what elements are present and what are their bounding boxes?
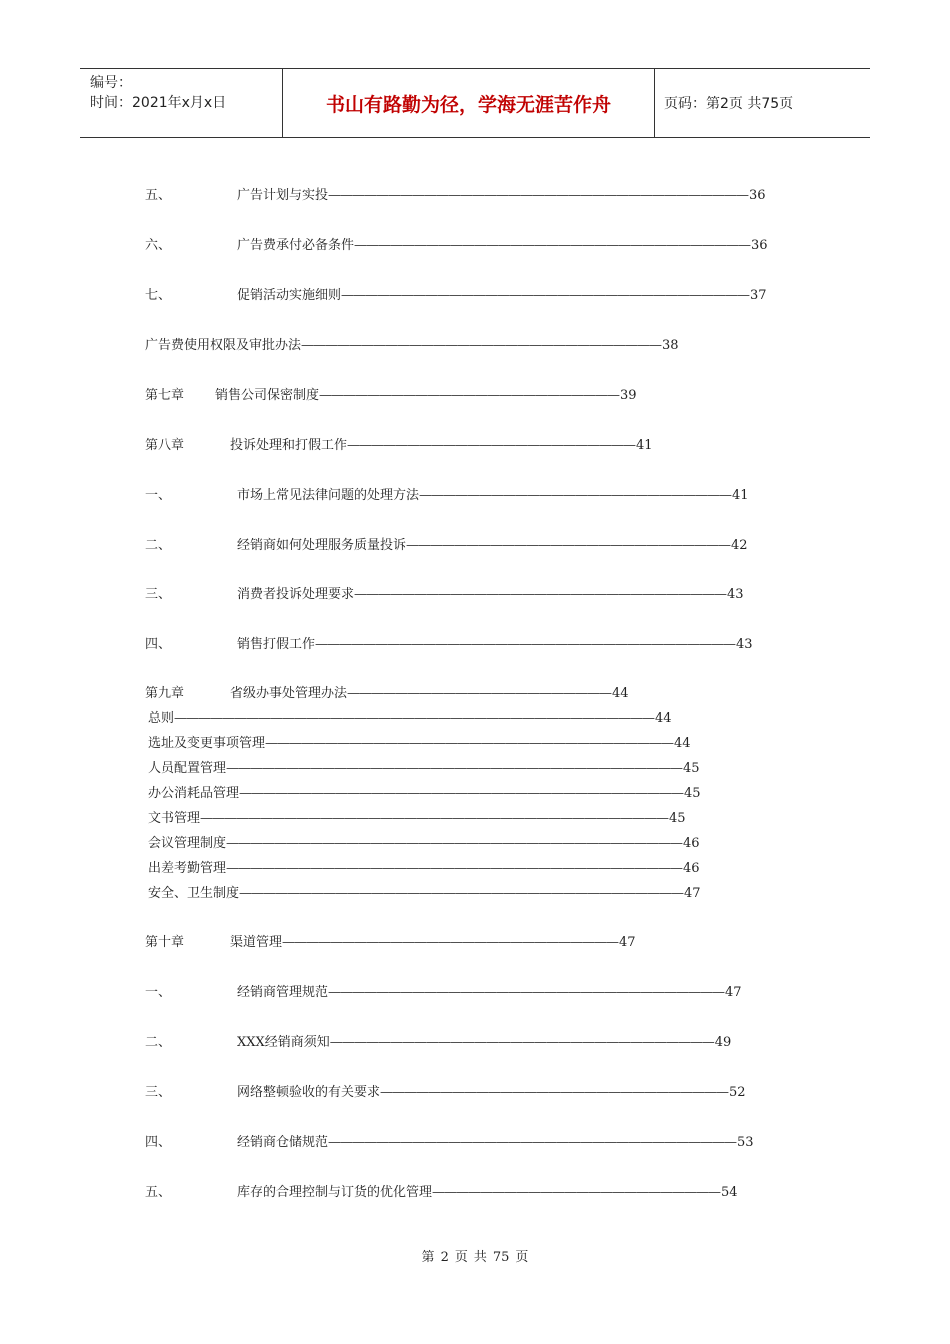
toc-entry-page: 39 xyxy=(620,388,637,403)
toc-entry-page: 46 xyxy=(683,861,700,876)
toc-entry-page: 44 xyxy=(674,736,691,751)
toc-entry-body xyxy=(148,859,700,879)
leader-dashes: —————————————————————————————————— xyxy=(265,736,674,751)
toc-entry-body xyxy=(230,436,653,456)
toc-entry-number: 三、 xyxy=(145,1085,172,1100)
toc-entry-page: 53 xyxy=(737,1135,754,1150)
toc-entry-title: 销售打假工作 xyxy=(237,637,316,652)
toc-entry-title: 选址及变更事项管理 xyxy=(148,736,266,751)
toc-entry-number: 三、 xyxy=(145,587,172,602)
toc-entry-page: 46 xyxy=(683,836,700,851)
toc-entry-page: 45 xyxy=(684,786,701,801)
leader-dashes: ————————————————————————————————— xyxy=(328,985,725,1000)
page-info: 页码：第2页 共75页 xyxy=(664,96,794,112)
toc-entry-body xyxy=(148,709,672,729)
toc-entry-page: 41 xyxy=(636,438,653,453)
toc-entry-number: 六、 xyxy=(145,238,172,253)
toc-entry-number: 第十章 xyxy=(145,935,185,950)
leader-dashes: ———————————————————————————————— xyxy=(329,1035,714,1050)
toc-entry-page: 47 xyxy=(619,935,636,950)
leader-dashes: —————————————————————————————————————— xyxy=(226,861,683,876)
toc-entry-title: 经销商如何处理服务质量投诉 xyxy=(237,538,407,553)
leader-dashes: —————————————————————————— xyxy=(419,488,732,503)
leader-dashes: ——————————————————————————————— xyxy=(354,587,727,602)
toc-entry-body xyxy=(230,933,636,953)
toc-entry-body xyxy=(148,884,701,904)
toc-entry-number: 四、 xyxy=(145,1135,172,1150)
toc-entry-title: 广告计划与实投 xyxy=(237,188,329,203)
toc-entry-number: 五、 xyxy=(145,188,172,203)
toc-entry-body xyxy=(148,834,700,854)
toc-entry-title: 库存的合理控制与订货的优化管理 xyxy=(237,1185,433,1200)
toc-entry-title: 文书管理 xyxy=(148,811,201,826)
toc-entry-body xyxy=(237,1083,746,1103)
toc-entry-title: 市场上常见法律问题的处理方法 xyxy=(237,488,420,503)
leader-dashes: ———————————————————————————————————————— xyxy=(174,711,655,726)
toc-entry-body xyxy=(237,585,744,605)
leader-dashes: —————————————————————————————————— xyxy=(341,288,750,303)
toc-entry-body xyxy=(148,759,700,779)
leader-dashes: ————————————————————————————————————— xyxy=(239,786,684,801)
toc-entry-title: 办公消耗品管理 xyxy=(148,786,240,801)
leader-dashes: —————————————————————— xyxy=(347,686,612,701)
footer-ye: 页 xyxy=(454,1250,468,1265)
leader-dashes: ————————————————————————— xyxy=(319,388,620,403)
leader-dashes: —————————————————————————————————————— xyxy=(226,761,683,776)
toc-entry-title: 出差考勤管理 xyxy=(148,861,227,876)
leader-dashes: —————————————————————————————————— xyxy=(328,1135,737,1150)
leader-dashes: ———————————————————————————— xyxy=(282,935,619,950)
leader-dashes: —————————————————————————————— xyxy=(301,338,662,353)
toc-entry-number: 第七章 xyxy=(145,388,185,403)
toc-entry-title: 渠道管理 xyxy=(230,935,283,950)
toc-entry-body xyxy=(215,386,637,406)
footer-page-number: 2 xyxy=(440,1250,449,1265)
leader-dashes: ————————————————————————————— xyxy=(380,1085,729,1100)
toc-entry-title: 投诉处理和打假工作 xyxy=(230,438,348,453)
footer-total: 75 xyxy=(492,1250,510,1265)
leader-dashes: ——————————————————————————————————— xyxy=(315,637,736,652)
toc-entry-title: 促销活动实施细则 xyxy=(237,288,342,303)
toc-entry-title: 安全、卫生制度 xyxy=(148,886,240,901)
toc-entry-page: 47 xyxy=(684,886,701,901)
leader-dashes: ——————————————————————————————————— xyxy=(328,188,749,203)
toc-entry-page: 45 xyxy=(669,811,686,826)
toc-entry-title: 人员配置管理 xyxy=(148,761,227,776)
toc-entry-page: 44 xyxy=(655,711,672,726)
toc-entry-body xyxy=(237,236,768,256)
toc-entry-body xyxy=(237,186,766,206)
toc-entry-page: 42 xyxy=(731,538,748,553)
toc-entry-number: 五、 xyxy=(145,1185,172,1200)
toc-entry-title: 会议管理制度 xyxy=(148,836,227,851)
toc-entry-number: 一、 xyxy=(145,985,172,1000)
toc-entry-number: 七、 xyxy=(145,288,172,303)
toc-entry-page: 54 xyxy=(721,1185,738,1200)
footer-gong: 共 xyxy=(473,1250,487,1265)
leader-dashes: ——————————————————————————— xyxy=(406,538,731,553)
toc-entry-body xyxy=(148,809,686,829)
toc-entry-page: 49 xyxy=(714,1035,732,1050)
toc-entry-page: 45 xyxy=(683,761,700,776)
footer-di: 第 xyxy=(421,1250,435,1265)
toc-entry-title: 网络整顿验收的有关要求 xyxy=(237,1085,381,1100)
toc-entry-page: 52 xyxy=(729,1085,746,1100)
toc-entry-body xyxy=(237,1133,754,1153)
leader-dashes: ——————————————————————————————————————— xyxy=(200,811,669,826)
toc-entry-title: 省级办事处管理办法 xyxy=(230,686,348,701)
leader-dashes: ———————————————————————— xyxy=(347,438,636,453)
toc-entry-title: 经销商管理规范 xyxy=(237,985,329,1000)
toc-entry-title: 经销商仓储规范 xyxy=(237,1135,329,1150)
page-footer xyxy=(0,1246,950,1265)
toc-entry-title: 销售公司保密制度 xyxy=(215,388,320,403)
toc-entry-body xyxy=(237,536,748,556)
code-label: 编号： xyxy=(90,75,132,91)
toc-entry-title: 广告费承付必备条件 xyxy=(237,238,355,253)
toc-entry-title: 广告费使用权限及审批办法 xyxy=(145,338,302,353)
toc-entry-page: 43 xyxy=(727,587,744,602)
toc-entry-page: 38 xyxy=(662,338,679,353)
toc-entry-page: 43 xyxy=(736,637,753,652)
toc-entry-body xyxy=(237,1183,738,1203)
toc-entry-number: 一、 xyxy=(145,488,172,503)
date-label: 时间：2021年x月x日 xyxy=(90,95,227,111)
motto-text: 书山有路勤为径，学海无涯苦作舟 xyxy=(325,93,611,116)
toc-entry-number: 第九章 xyxy=(145,686,185,701)
toc-entry-body xyxy=(237,635,753,655)
leader-dashes: ————————————————————————————————————— xyxy=(239,886,684,901)
toc-entry-title: 总则 xyxy=(148,711,175,726)
toc-entry-number: 二、 xyxy=(145,1035,172,1050)
footer-ye2: 页 xyxy=(515,1250,529,1265)
toc-entry-number: 四、 xyxy=(145,637,172,652)
toc-entry-title: 消费者投诉处理要求 xyxy=(237,587,355,602)
toc-entry-page: 37 xyxy=(750,288,767,303)
leader-dashes: —————————————————————————————————————— xyxy=(226,836,683,851)
leader-dashes: ———————————————————————— xyxy=(432,1185,721,1200)
toc-entry-body xyxy=(237,1033,731,1053)
toc-entry-number: 二、 xyxy=(145,538,172,553)
toc-entry-body xyxy=(145,336,679,356)
toc-entry-body xyxy=(148,784,701,804)
toc-entry-page: 36 xyxy=(749,188,766,203)
toc-entry-page: 44 xyxy=(612,686,629,701)
leader-dashes: ————————————————————————————————— xyxy=(354,238,751,253)
toc-entry-page: 41 xyxy=(732,488,749,503)
toc-entry-body xyxy=(237,983,742,1003)
toc-entry-title: XXX经销商须知 xyxy=(237,1035,330,1050)
toc-entry-page: 36 xyxy=(751,238,768,253)
toc-entry-body xyxy=(237,286,767,306)
toc-entry-body xyxy=(237,486,749,506)
toc-entry-number: 第八章 xyxy=(145,438,185,453)
toc-entry-body xyxy=(148,734,691,754)
toc-entry-body xyxy=(230,684,629,704)
toc-entry-page: 47 xyxy=(725,985,742,1000)
